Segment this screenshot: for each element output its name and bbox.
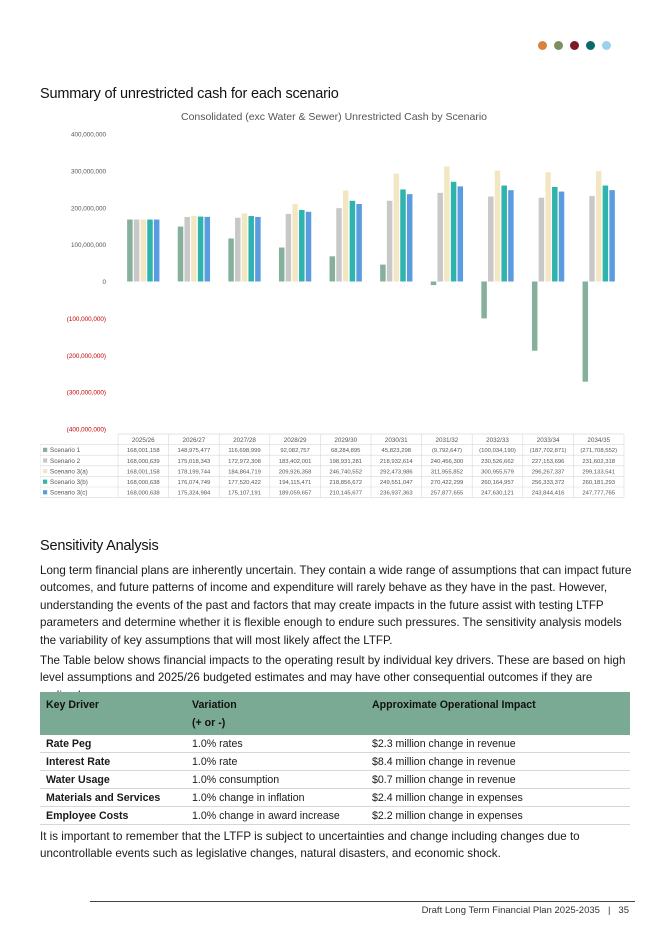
data-label: 176,074,749 xyxy=(177,480,211,486)
data-label: 299,133,541 xyxy=(582,469,616,476)
legend-label: Scenario 3(a) xyxy=(50,468,88,476)
data-label: 175,324,984 xyxy=(177,490,211,497)
data-label: 68,284,895 xyxy=(330,448,361,455)
bar-scenario-3-c--2025-26 xyxy=(154,220,160,282)
y-tick-label: 100,000,000 xyxy=(70,242,106,250)
data-label: 168,000,638 xyxy=(126,490,160,497)
bar-scenario-1-2034-35 xyxy=(583,282,589,382)
teal-dot xyxy=(586,41,595,50)
header-dots xyxy=(538,41,611,50)
variation-cell: 1.0% rate xyxy=(186,753,366,771)
bar-scenario-1-2025-26 xyxy=(127,220,132,282)
variation-cell: 1.0% consumption xyxy=(186,771,366,789)
data-label: 172,972,308 xyxy=(228,458,261,465)
bar-scenario-2-2027-28 xyxy=(235,218,241,282)
bar-scenario-3-c--2033-34 xyxy=(559,192,565,282)
impact-cell: $2.4 million change in expenses xyxy=(366,789,630,807)
data-label: 311,955,852 xyxy=(430,469,464,476)
legend-swatch xyxy=(43,490,47,494)
col-variation-label: Variation xyxy=(192,699,237,711)
data-label: 168,000,639 xyxy=(126,458,160,465)
footer-rule xyxy=(90,901,635,902)
data-label: 246,740,552 xyxy=(329,469,363,476)
bar-scenario-3-a--2025-26 xyxy=(141,220,147,282)
legend-label: Scenario 3(b) xyxy=(50,479,88,486)
data-label: 92,082,757 xyxy=(280,448,310,455)
y-tick-label: 200,000,000 xyxy=(70,205,106,213)
lightblue-dot xyxy=(602,41,611,50)
table-row xyxy=(40,771,630,789)
x-tick-label: 2026/27 xyxy=(182,436,206,444)
bar-scenario-3-b--2032-33 xyxy=(501,186,507,282)
bar-scenario-3-b--2027-28 xyxy=(248,216,254,281)
bar-scenario-3-a--2031-32 xyxy=(444,166,450,281)
bar-scenario-1-2027-28 xyxy=(228,238,234,281)
data-label: 260,164,957 xyxy=(481,480,514,486)
impact-cell: $2.2 million change in expenses xyxy=(366,807,630,825)
col-variation xyxy=(186,692,366,735)
bar-scenario-1-2026-27 xyxy=(178,227,184,282)
bar-scenario-3-c--2031-32 xyxy=(458,186,464,281)
data-label: (9,792,647) xyxy=(431,448,462,455)
bar-scenario-3-b--2029-30 xyxy=(350,201,356,282)
bar-scenario-3-a--2034-35 xyxy=(596,171,602,281)
bar-scenario-2-2029-30 xyxy=(336,208,342,281)
data-label: 116,698,999 xyxy=(228,448,261,455)
maroon-dot xyxy=(570,41,579,50)
x-tick-label: 2034/35 xyxy=(587,436,611,444)
table-header-row xyxy=(40,692,630,735)
page-footer xyxy=(422,905,629,916)
bar-scenario-2-2032-33 xyxy=(488,196,494,281)
bar-scenario-3-c--2026-27 xyxy=(205,217,211,282)
x-tick-label: 2030/31 xyxy=(384,436,408,444)
data-label: 148,975,477 xyxy=(177,448,211,455)
bar-scenario-3-a--2027-28 xyxy=(242,213,248,281)
driver-cell: Employee Costs xyxy=(40,807,186,825)
y-tick-label: 0 xyxy=(102,279,106,286)
x-tick-label: 2029/30 xyxy=(334,436,358,444)
driver-cell: Water Usage xyxy=(40,771,186,789)
table-row xyxy=(40,753,630,771)
bar-scenario-2-2026-27 xyxy=(184,217,190,282)
bar-scenario-2-2025-26 xyxy=(134,220,140,282)
orange-dot xyxy=(538,41,547,50)
legend-swatch xyxy=(43,480,47,484)
data-label: 292,473,986 xyxy=(379,469,413,476)
data-label: 243,844,416 xyxy=(531,490,565,497)
col-impact: Approximate Operational Impact xyxy=(366,692,630,735)
legend-label: Scenario 2 xyxy=(50,457,81,465)
data-label: (187,702,871) xyxy=(529,448,567,455)
data-label: 168,001,158 xyxy=(126,469,160,476)
legend-swatch xyxy=(43,458,47,462)
section-heading-sensitivity: Sensitivity Analysis xyxy=(40,538,159,554)
bar-scenario-3-b--2025-26 xyxy=(147,220,153,282)
bar-scenario-3-a--2033-34 xyxy=(545,172,551,281)
data-label: 300,955,579 xyxy=(481,469,514,476)
impact-cell: $0.7 million change in revenue xyxy=(366,771,630,789)
bar-scenario-3-a--2028-29 xyxy=(292,204,298,281)
data-label: 175,018,343 xyxy=(177,458,211,465)
bar-scenario-3-b--2028-29 xyxy=(299,210,305,282)
key-drivers-table xyxy=(40,692,630,825)
data-label: 194,115,471 xyxy=(278,480,312,486)
y-tick-label: (300,000,000) xyxy=(66,389,106,397)
y-tick-label: 400,000,000 xyxy=(70,131,106,139)
data-label: 184,864,719 xyxy=(228,469,261,476)
variation-cell: 1.0% rates xyxy=(186,735,366,753)
driver-cell: Rate Peg xyxy=(40,735,186,753)
legend-label: Scenario 1 xyxy=(50,447,81,455)
bar-scenario-3-c--2034-35 xyxy=(609,190,615,281)
bar-scenario-3-b--2031-32 xyxy=(451,182,457,282)
variation-cell: 1.0% change in inflation xyxy=(186,789,366,807)
bar-scenario-3-c--2028-29 xyxy=(306,212,312,282)
data-label: 183,402,001 xyxy=(278,458,312,465)
table-row xyxy=(40,807,630,825)
col-key-driver: Key Driver xyxy=(40,692,186,735)
data-label: 256,333,372 xyxy=(531,480,565,486)
x-tick-label: 2032/33 xyxy=(486,436,509,444)
bar-scenario-3-b--2026-27 xyxy=(198,217,204,282)
bar-scenario-3-c--2029-30 xyxy=(356,204,362,281)
data-label: 270,422,299 xyxy=(430,480,464,486)
y-tick-label: (200,000,000) xyxy=(66,352,106,360)
data-label: (271,708,552) xyxy=(580,448,618,455)
variation-cell: 1.0% change in award increase xyxy=(186,807,366,825)
bar-scenario-3-a--2029-30 xyxy=(343,191,349,282)
closing-paragraph: It is important to remember that the LTFP is subject to uncertainties and change including changes due to uncontrollable events such as legislative changes, natural disasters, and economic shock. xyxy=(40,830,580,861)
table-row xyxy=(40,789,630,807)
data-label: 247,777,765 xyxy=(582,490,616,497)
bar-scenario-3-a--2030-31 xyxy=(394,174,400,282)
data-label: 236,937,363 xyxy=(379,490,413,497)
bar-scenario-3-b--2030-31 xyxy=(400,189,406,281)
chart-title: Consolidated (exc Water & Sewer) Unrestricted Cash by Scenario xyxy=(181,111,487,123)
data-label: 175,107,191 xyxy=(228,490,261,497)
data-label: 260,181,293 xyxy=(582,480,616,486)
data-label: 177,520,422 xyxy=(228,480,261,486)
data-label: 218,856,672 xyxy=(329,480,363,486)
bar-scenario-3-c--2027-28 xyxy=(255,217,261,282)
page-number: 35 xyxy=(618,905,629,916)
y-tick-label: 300,000,000 xyxy=(70,168,106,176)
legend-swatch xyxy=(43,469,47,473)
data-label: 227,153,696 xyxy=(531,458,565,465)
x-tick-label: 2031/32 xyxy=(435,436,459,444)
bar-scenario-1-2030-31 xyxy=(380,265,386,282)
x-tick-label: 2028/29 xyxy=(283,436,307,444)
bar-scenario-3-c--2030-31 xyxy=(407,194,413,281)
x-tick-label: 2027/28 xyxy=(233,436,256,444)
footer-doc-title: Draft Long Term Financial Plan 2025-2035 xyxy=(421,905,600,916)
bar-scenario-1-2029-30 xyxy=(330,256,336,281)
col-variation-sub: (+ or -) xyxy=(192,717,226,729)
bar-scenario-1-2031-32 xyxy=(431,282,437,286)
table-intro-paragraph: The Table below shows financial impacts to the operating result by individual key drivers. These are based on high level assumptions and 2025/26 budgeted estimates and may have other consequential outcomes if they are xyxy=(40,654,626,685)
data-label: (100,034,190) xyxy=(479,448,516,455)
olive-dot xyxy=(554,41,563,50)
data-label: 45,823,298 xyxy=(381,448,412,455)
data-label: 249,551,047 xyxy=(379,480,413,486)
bar-scenario-1-2028-29 xyxy=(279,248,285,282)
chart-svg xyxy=(40,106,628,510)
bar-scenario-3-c--2032-33 xyxy=(508,190,514,281)
bar-scenario-1-2033-34 xyxy=(532,282,538,351)
table-row xyxy=(40,735,630,753)
footer-separator: | xyxy=(607,905,611,916)
driver-cell: Materials and Services xyxy=(40,789,186,807)
bar-scenario-2-2028-29 xyxy=(286,214,292,282)
bar-scenario-2-2031-32 xyxy=(437,193,443,282)
bar-scenario-2-2033-34 xyxy=(539,198,545,282)
legend-swatch xyxy=(43,448,47,452)
bar-scenario-3-a--2026-27 xyxy=(191,216,197,282)
cash-chart xyxy=(40,106,628,510)
data-label: 296,267,337 xyxy=(531,469,565,476)
x-tick-label: 2033/34 xyxy=(536,436,560,444)
data-label: 218,932,614 xyxy=(379,458,413,465)
driver-cell: Interest Rate xyxy=(40,753,186,771)
impact-cell: $8.4 million change in revenue xyxy=(366,753,630,771)
section-heading-cash: Summary of unrestricted cash for each scenario xyxy=(40,86,339,102)
sensitivity-paragraph: Long term financial plans are inherently uncertain. They contain a wide range of assumptions that can impact future outcomes, and future patterns of income and expenditure will rarely behave as they have in the past. However, understanding the events of the past and factors that may create impacts in the future assist with testing LTFP parameters and determine whether it is flexible enough to endure such pressures. The sensitivity analysis models the variability of key assumptions that will most likely affect the LTFP. xyxy=(40,564,632,647)
data-label: 210,145,677 xyxy=(329,490,363,497)
y-tick-label: (100,000,000) xyxy=(66,315,106,323)
data-label: 230,526,662 xyxy=(481,458,514,465)
bar-scenario-1-2032-33 xyxy=(481,282,487,319)
bar-scenario-3-b--2033-34 xyxy=(552,187,558,282)
bar-scenario-2-2030-31 xyxy=(387,201,393,282)
data-label: 231,602,318 xyxy=(582,458,616,465)
data-label: 198,931,281 xyxy=(329,458,363,465)
impact-cell: $2.3 million change in revenue xyxy=(366,735,630,753)
data-label: 209,926,358 xyxy=(278,469,312,476)
y-tick-label: (400,000,000) xyxy=(66,426,106,434)
data-label: 257,877,655 xyxy=(430,490,464,497)
data-label: 189,059,657 xyxy=(278,490,312,497)
data-label: 240,456,300 xyxy=(430,458,464,465)
bar-scenario-2-2034-35 xyxy=(589,196,595,281)
data-label: 247,630,121 xyxy=(481,490,514,497)
data-label: 178,199,744 xyxy=(177,469,211,476)
legend-label: Scenario 3(c) xyxy=(50,489,88,497)
data-label: 168,001,158 xyxy=(126,448,160,455)
data-label: 168,000,638 xyxy=(126,480,160,486)
bar-scenario-3-b--2034-35 xyxy=(603,186,609,282)
bar-scenario-3-a--2032-33 xyxy=(495,171,501,282)
x-tick-label: 2025/26 xyxy=(131,436,155,444)
